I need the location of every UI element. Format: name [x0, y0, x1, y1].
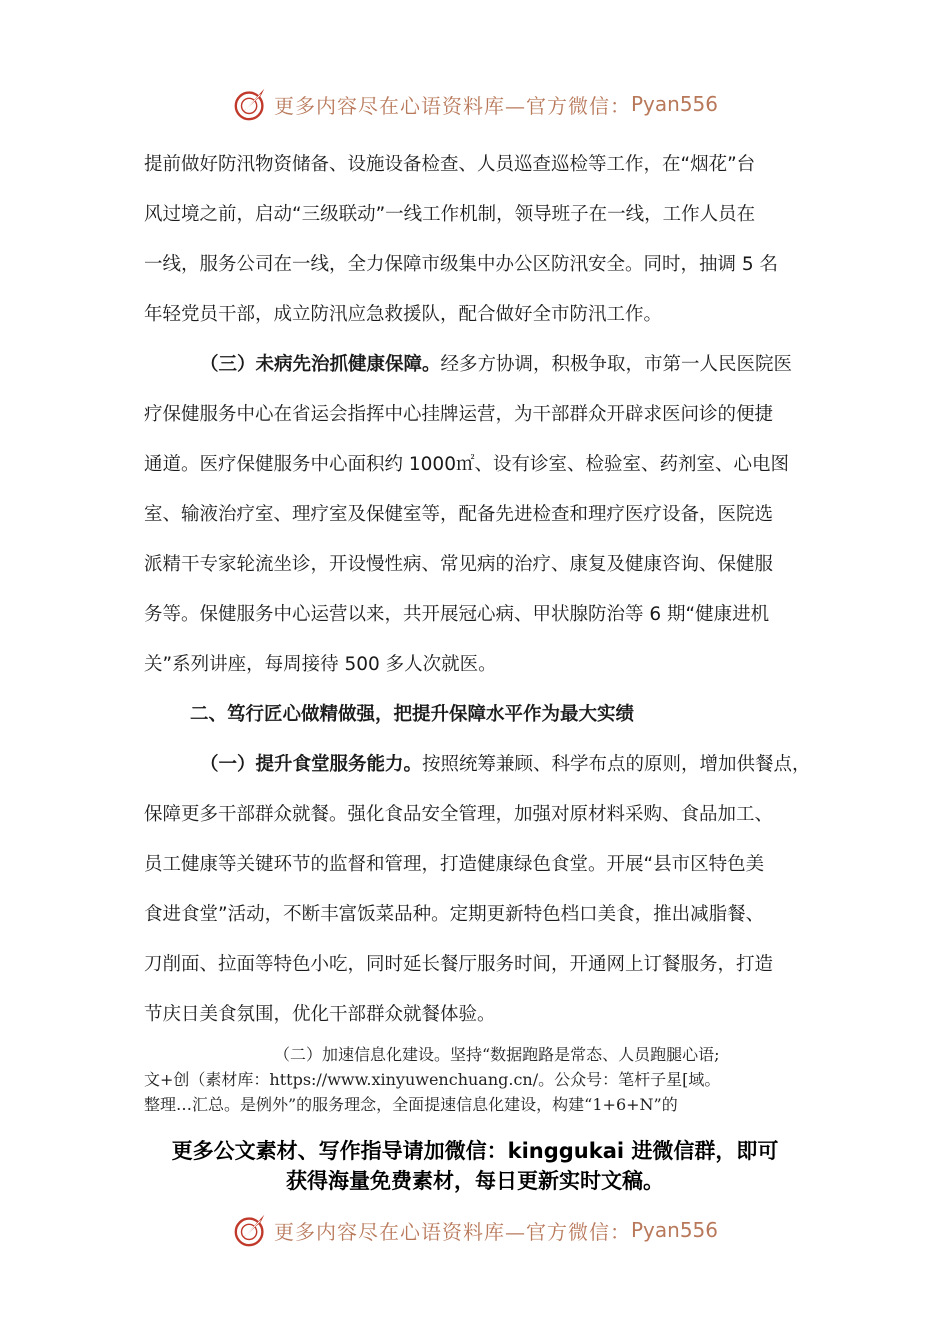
- banner-text: 更多内容尽在心语资料库—官方微信：: [273, 93, 631, 118]
- section3-first-line: [144, 340, 814, 390]
- section1-first-line: [144, 740, 814, 790]
- paragraph-line: 员工健康等关键环节的监督和管理，打造健康绿色食堂。开展“县市区特色美: [144, 854, 765, 875]
- paragraph-line: 疗保健服务中心在省运会指挥中心挂牌运营，为干部群众开辟求医问诊的便捷: [144, 404, 774, 425]
- document-body: [144, 140, 814, 1040]
- section3-heading: （三）未病先治抓健康保障。: [200, 354, 441, 375]
- header-banner: [0, 84, 950, 124]
- section1-heading: （一）提升食堂服务能力。: [200, 754, 423, 775]
- serif-line: 文+创（素材库：https://www.xinyuwenchuang.cn/。公众号：笔杆子星[域。: [144, 1070, 721, 1089]
- footer-banner: [0, 1210, 950, 1250]
- section3-first-rest: 经多方协调，积极争取，市第一人民医院医: [440, 354, 793, 375]
- serif-line: 整理…汇总。是例外”的服务理念，全面提速信息化建设，构建“1+6+N”的: [144, 1095, 678, 1114]
- banner-wechat-id: Pyan556: [630, 1218, 718, 1242]
- quill-logo-icon: [232, 85, 270, 123]
- quill-logo-icon: [232, 1211, 270, 1249]
- paragraph-line: 务等。保健服务中心运营以来，共开展冠心病、甲状腺防治等 6 期“健康进机: [144, 604, 770, 625]
- paragraph-line: 通道。医疗保健服务中心面积约 1000㎡、设有诊室、检验室、药剂室、心电图: [144, 454, 789, 475]
- part2-heading: 二、笃行匠心做精做强，把提升保障水平作为最大实绩: [190, 704, 635, 725]
- paragraph-line: 关”系列讲座，每周接待 500 多人次就医。: [144, 654, 497, 675]
- promo-line: 获得海量免费素材，每日更新实时文稿。: [286, 1169, 664, 1193]
- serif-line: （二）加速信息化建设。坚持“数据跑路是常态、人员跑腿心语;: [274, 1045, 720, 1064]
- paragraph-line: 一线，服务公司在一线，全力保障市级集中办公区防汛安全。同时，抽调 5 名: [144, 254, 779, 275]
- paragraph-line: 保障更多干部群众就餐。强化食品安全管理，加强对原材料采购、食品加工、: [144, 804, 774, 825]
- paragraph-line: 室、输液治疗室、理疗室及保健室等，配备先进检查和理疗医疗设备，医院选: [144, 504, 774, 525]
- paragraph-line: 派精干专家轮流坐诊，开设慢性病、常见病的治疗、康复及健康咨询、保健服: [144, 554, 774, 575]
- banner-text: 更多内容尽在心语资料库—官方微信：: [273, 1219, 631, 1244]
- paragraph-line: 刀削面、拉面等特色小吃，同时延长餐厅服务时间，开通网上订餐服务，打造: [144, 954, 774, 975]
- paragraph-line: 节庆日美食氛围，优化干部群众就餐体验。: [144, 1004, 496, 1025]
- paragraph-line: 风过境之前，启动“三级联动”一线工作机制，领导班子在一线，工作人员在: [144, 204, 756, 225]
- promo-line: 更多公文素材、写作指导请加微信：kinggukai 进微信群，即可: [171, 1139, 779, 1163]
- section1-first-rest: 按照统筹兼顾、科学布点的原则，增加供餐点，: [422, 754, 811, 775]
- serif-excerpt: [144, 1042, 824, 1117]
- paragraph-line: 食进食堂”活动，不断丰富饭菜品种。定期更新特色档口美食，推出减脂餐、: [144, 904, 765, 925]
- paragraph-line: 年轻党员干部，成立防汛应急救援队，配合做好全市防汛工作。: [144, 304, 663, 325]
- paragraph-line: 提前做好防汛物资储备、设施设备检查、人员巡查巡检等工作，在“烟花”台: [144, 154, 756, 175]
- promo-notice: [0, 1136, 950, 1196]
- banner-wechat-id: Pyan556: [630, 92, 718, 116]
